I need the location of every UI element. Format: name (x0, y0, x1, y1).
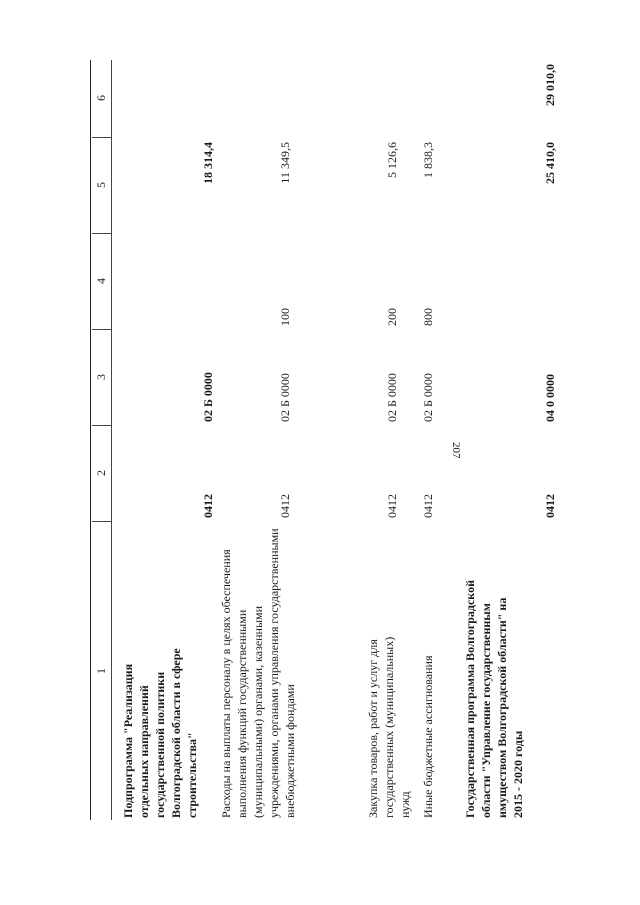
budget-table (90, 60, 570, 820)
row-type: 100 (278, 308, 292, 326)
row-code: 0412 (201, 494, 215, 518)
column-header-1: 1 (94, 668, 108, 674)
column-header-2: 2 (92, 425, 111, 522)
row-sum-1: 18 314,4 (201, 142, 215, 184)
row-sum-2: 29 010,0 (543, 64, 557, 106)
row-target: 02 Б 0000 (201, 372, 215, 422)
column-header-6: 6 (92, 59, 111, 138)
row-code: 0412 (421, 494, 435, 518)
row-name: Закупка товаров, работ и услуг для государственных (муниципальных) нужд (366, 636, 412, 818)
row-sum-1: 5 126,6 (385, 142, 399, 178)
row-code: 0412 (543, 494, 557, 518)
page-number-text: 207 (450, 442, 462, 459)
row-target: 02 Б 0000 (421, 373, 435, 422)
header-bottom-rule (111, 60, 112, 820)
row-name: Государственная программа Волгоградской области "Управление государственным имуществом Волгоградской области" на 2015 - 2020 годы (463, 580, 525, 818)
row-code: 0412 (278, 494, 292, 518)
column-header-5: 5 (92, 137, 111, 234)
row-sum-1: 25 410,0 (543, 142, 557, 184)
row-target: 02 Б 0000 (278, 373, 292, 422)
row-sum-1: 11 349,5 (278, 142, 292, 184)
row-name: Подпрограмма "Реализация отдельных направлений государственной политики Волгоградской области в сфере строительства" (121, 648, 199, 818)
row-type: 800 (421, 308, 435, 326)
row-name: Расходы на выплаты персоналу в целях обеспечения выполнения функций государственными (муниципальными) органами, казенными учреждениями, органами управления государственными внебюджетными фондами (219, 528, 297, 818)
row-sum-1: 1 838,3 (421, 142, 435, 178)
column-header-4: 4 (92, 233, 111, 330)
row-target: 02 Б 0000 (385, 373, 399, 422)
column-header-3: 3 (92, 329, 111, 426)
row-code: 0412 (385, 494, 399, 518)
row-type: 200 (385, 308, 399, 326)
row-name: Иные бюджетные ассигнования (421, 655, 435, 818)
table-top-rule (90, 60, 91, 820)
row-target: 04 0 0000 (543, 374, 557, 422)
